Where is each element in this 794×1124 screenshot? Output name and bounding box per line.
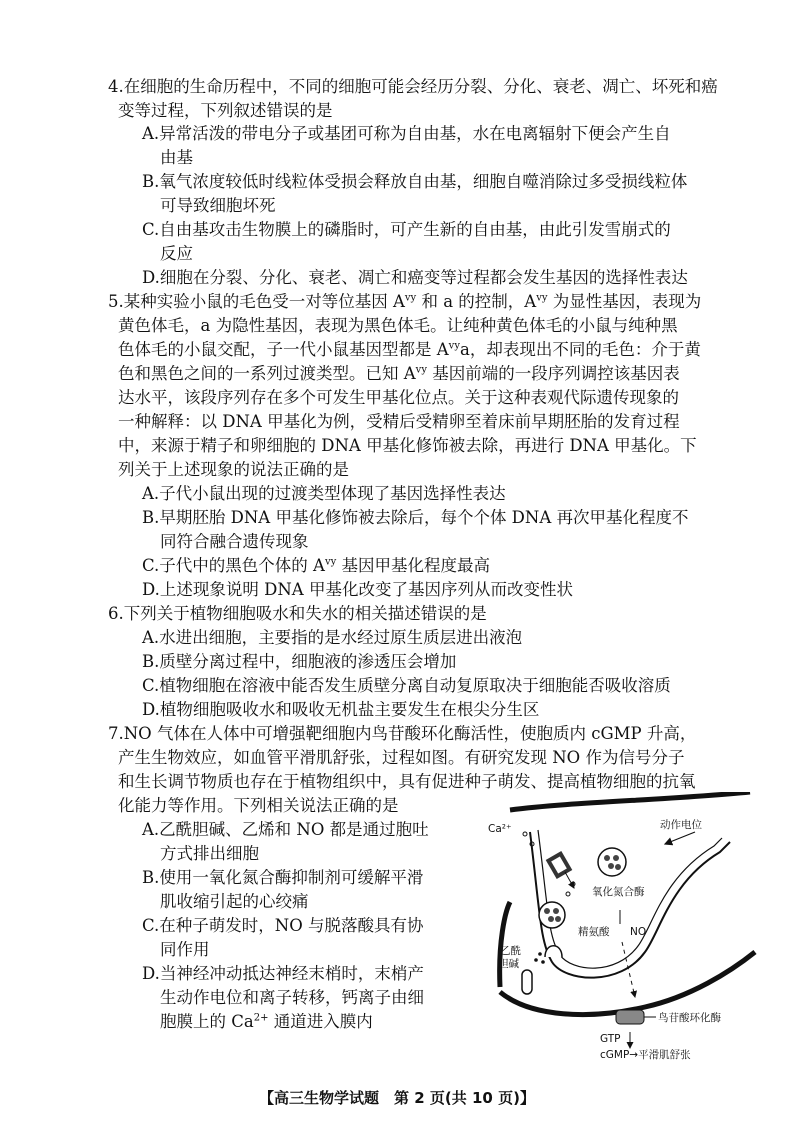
- q7-option-d-cont1: 生动作电位和离子转移，钙离子由细: [160, 988, 424, 1007]
- q7-option-d-cont2: 胞膜上的 $Ca^{2+}$ 通道进入膜内: [160, 1012, 373, 1031]
- action-potential-arrow: [665, 832, 695, 844]
- q5-stem-line1: 5.某种实验小鼠的毛色受一对等位基因 $A^{vy}$ 和 a 的控制，$A^{vy}$ 为显性基因，表现为: [108, 292, 702, 311]
- exocytosis-site: [545, 946, 562, 957]
- label-action-potential: 动作电位: [660, 819, 702, 831]
- q7-option-c: C.在种子萌发时，NO 与脱落酸具有协: [142, 916, 424, 935]
- q4-option-a: A.异常活泼的带电分子或基团可称为自由基，水在电离辐射下便会产生自: [142, 124, 671, 143]
- q6-option-c: C.植物细胞在溶液中能否发生质壁分离自动复原取决于细胞能否吸收溶质: [142, 676, 671, 695]
- q5-option-d: D.上述现象说明 DNA 甲基化改变了基因序列从而改变性状: [142, 580, 573, 599]
- label-ach-2: 胆碱: [498, 958, 519, 970]
- q5-stem-line6: 一种解释：以 DNA 甲基化为例，受精后受精卵至着床前早期胚胎的发育过程: [118, 412, 680, 431]
- q5-option-a: A.子代小鼠出现的过渡类型体现了基因选择性表达: [142, 484, 506, 503]
- q7-stem-line1: 7.NO 气体在人体中可增强靶细胞内鸟苷酸环化酶活性，使胞质内 cGMP 升高，: [108, 724, 697, 743]
- q5-stem-line7: 中，来源于精子和卵细胞的 DNA 甲基化修饰被去除，再进行 DNA 甲基化。下: [118, 436, 697, 455]
- q5-stem-line5: 达水平，该段序列存在多个可发生甲基化位点。关于这种表观代际遗传现象的: [118, 388, 679, 407]
- q4-option-c-cont: 反应: [160, 244, 193, 263]
- q5-stem-line4: 色和黑色之间的一系列过渡类型。已知 $A^{vy}$ 基因前端的一段序列调控该基因表: [118, 364, 680, 383]
- q7-option-b: B.使用一氧化氮合酶抑制剂可缓解平滑: [142, 868, 424, 887]
- q4-option-b: B.氧气浓度较低时线粒体受损会释放自由基，细胞自噬消除过多受损线粒体: [142, 172, 688, 191]
- axon-membrane-top: [510, 792, 750, 810]
- q4-option-d: D.细胞在分裂、分化、衰老、凋亡和癌变等过程都会发生基因的选择性表达: [142, 268, 688, 287]
- q5-stem-line8: 列关于上述现象的说法正确的是: [118, 460, 349, 479]
- q5-option-b: B.早期胚胎 DNA 甲基化修饰被去除后，每个个体 DNA 再次甲基化程度不: [142, 508, 689, 527]
- q4-option-c: C.自由基攻击生物膜上的磷脂时，可产生新的自由基，由此引发雪崩式的: [142, 220, 671, 239]
- receptor: [522, 970, 532, 994]
- q5-option-c: C.子代中的黑色个体的 $A^{vy}$ 基因甲基化程度最高: [142, 556, 491, 575]
- q7-option-d: D.当神经冲动抵达神经末梢时，末梢产: [142, 964, 424, 983]
- q4-option-a-cont: 由基: [160, 148, 193, 167]
- label-guanylate-cyclase: 鸟苷酸环化酶: [658, 1012, 721, 1024]
- label-nos: 氧化氮合酶: [592, 886, 645, 898]
- presynaptic-membrane-inner: [538, 830, 722, 968]
- q5-option-b-cont: 同符合融合遗传现象: [160, 532, 309, 551]
- q7-stem-line2: 产生生物效应，如血管平滑肌舒张，过程如图。有研究发现 NO 作为信号分子: [118, 748, 685, 767]
- q7-stem-line4: 化能力等作用。下列相关说法正确的是: [118, 796, 399, 815]
- page-footer: 【高三生物学试题 第 2 页(共 10 页)】: [259, 1089, 535, 1107]
- label-no: NO: [630, 926, 647, 938]
- q7-option-c-cont: 同作用: [160, 940, 210, 959]
- q6-option-d: D.植物细胞吸收水和吸收无机盐主要发生在根尖分生区: [142, 700, 540, 719]
- guanylate-cyclase-shape: [616, 1010, 644, 1024]
- label-calcium: Ca²⁺: [488, 823, 512, 835]
- label-ach-1: 乙酰: [500, 945, 521, 957]
- q4-option-b-cont: 可导致细胞坏死: [160, 196, 276, 215]
- q6-option-b: B.质壁分离过程中，细胞液的渗透压会增加: [142, 652, 457, 671]
- q7-option-a-cont: 方式排出细胞: [160, 844, 259, 863]
- q6-stem: 6.下列关于植物细胞吸水和失水的相关描述错误的是: [108, 604, 487, 623]
- label-arginine: 精氨酸: [578, 926, 610, 938]
- label-gtp: GTP: [600, 1033, 621, 1045]
- q6-option-a: A.水进出细胞，主要指的是水经过原生质层进出液泡: [142, 628, 523, 647]
- synaptic-vesicle: [598, 848, 626, 876]
- q4-stem-line2: 变等过程，下列叙述错误的是: [118, 101, 333, 120]
- synaptic-vesicle: [539, 902, 565, 928]
- no-signaling-diagram: [470, 792, 770, 1062]
- q4-stem-line1: 4.在细胞的生命历程中，不同的细胞可能会经历分裂、分化、衰老、凋亡、坏死和癌: [108, 77, 718, 96]
- q7-option-a: A.乙酰胆碱、乙烯和 NO 都是通过胞吐: [142, 820, 429, 839]
- calcium-channel: [546, 851, 573, 879]
- label-cgmp: cGMP→平滑肌舒张: [600, 1049, 691, 1061]
- postsynaptic-membrane-bottom: [500, 952, 755, 1015]
- q7-stem-line3: 和生长调节物质也存在于植物组织中，具有促进种子萌发、提高植物细胞的抗氧: [118, 772, 696, 791]
- q5-stem-line2: 黄色体毛，a 为隐性基因，表现为黑色体毛。让纯种黄色体毛的小鼠与纯种黑: [118, 316, 678, 335]
- q5-stem-line3: 色体毛的小鼠交配，子一代小鼠基因型都是 $A^{vy}a$，却表现出不同的毛色：介于黄: [118, 340, 701, 359]
- q7-option-b-cont: 肌收缩引起的心绞痛: [160, 892, 309, 911]
- arrow-ca-in: [565, 872, 574, 888]
